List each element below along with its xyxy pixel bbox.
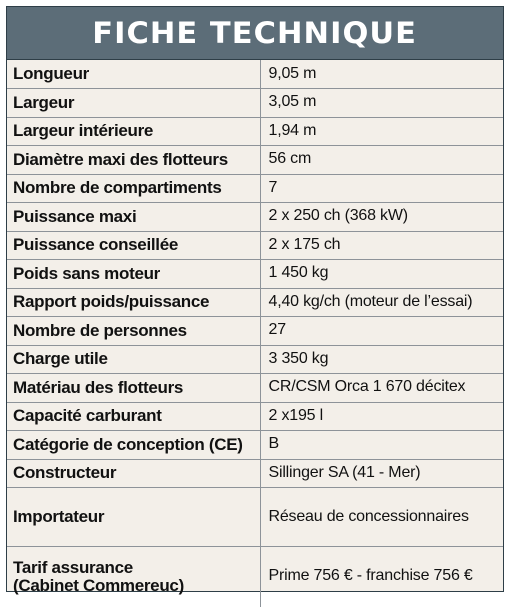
spec-value: 9,05 m [260, 60, 503, 89]
spec-row-materiau-flotteurs [7, 374, 503, 403]
page-title: FICHE TECHNIQUE [92, 16, 418, 50]
spec-label: Largeur [7, 89, 260, 118]
spec-label [7, 547, 260, 607]
spec-label: Poids sans moteur [7, 260, 260, 289]
title-banner [7, 7, 503, 60]
spec-label: Puissance conseillée [7, 231, 260, 260]
spec-row-personnes [7, 317, 503, 346]
spec-value: 4,40 kg/ch (moteur de l’essai) [260, 288, 503, 317]
spec-row-categorie-ce [7, 431, 503, 460]
spec-value: 1,94 m [260, 117, 503, 146]
spec-table [7, 60, 503, 607]
spec-value: 3 350 kg [260, 345, 503, 374]
spec-value: CR/CSM Orca 1 670 décitex [260, 374, 503, 403]
spec-value: 2 x 250 ch (368 kW) [260, 203, 503, 232]
spec-row-longueur [7, 60, 503, 89]
spec-value: Prime 756 € - franchise 756 € [268, 567, 473, 585]
spec-row-rapport-poids-puissance [7, 288, 503, 317]
spec-label: Charge utile [7, 345, 260, 374]
spec-label: Puissance maxi [7, 203, 260, 232]
spec-value: 7 [260, 174, 503, 203]
spec-row-diametre-flotteurs [7, 146, 503, 175]
spec-row-largeur [7, 89, 503, 118]
spec-row-importateur [7, 488, 503, 547]
spec-value: 1 450 kg [260, 260, 503, 289]
spec-value: Réseau de concessionnaires [260, 488, 503, 547]
spec-row-compartiments [7, 174, 503, 203]
spec-value: 27 [260, 317, 503, 346]
spec-value: 56 cm [260, 146, 503, 175]
spec-sheet [6, 6, 504, 595]
spec-label-line-1: Tarif assurance [13, 557, 133, 577]
spec-value: B [260, 431, 503, 460]
spec-row-puissance-maxi [7, 203, 503, 232]
spec-label: Nombre de personnes [7, 317, 260, 346]
spec-value: 2 x195 l [260, 402, 503, 431]
spec-label-line-2: (Cabinet Commereuc) [13, 575, 184, 595]
spec-label: Longueur [7, 60, 260, 89]
spec-label: Matériau des flotteurs [7, 374, 260, 403]
spec-row-puissance-conseillee [7, 231, 503, 260]
spec-label: Catégorie de conception (CE) [7, 431, 260, 460]
spec-row-constructeur [7, 459, 503, 488]
spec-row-poids [7, 260, 503, 289]
spec-row-tarif-assurance [7, 547, 503, 607]
spec-row-capacite-carburant [7, 402, 503, 431]
spec-row-charge-utile [7, 345, 503, 374]
spec-row-largeur-interieure [7, 117, 503, 146]
spec-value: Sillinger SA (41 - Mer) [260, 459, 503, 488]
spec-value: 3,05 m [260, 89, 503, 118]
spec-label: Diamètre maxi des flotteurs [7, 146, 260, 175]
spec-value: 2 x 175 ch [260, 231, 503, 260]
spec-label: Constructeur [7, 459, 260, 488]
spec-label: Largeur intérieure [7, 117, 260, 146]
spec-label: Nombre de compartiments [7, 174, 260, 203]
spec-label: Importateur [7, 488, 260, 547]
spec-label: Capacité carburant [7, 402, 260, 431]
spec-label: Rapport poids/puissance [7, 288, 260, 317]
